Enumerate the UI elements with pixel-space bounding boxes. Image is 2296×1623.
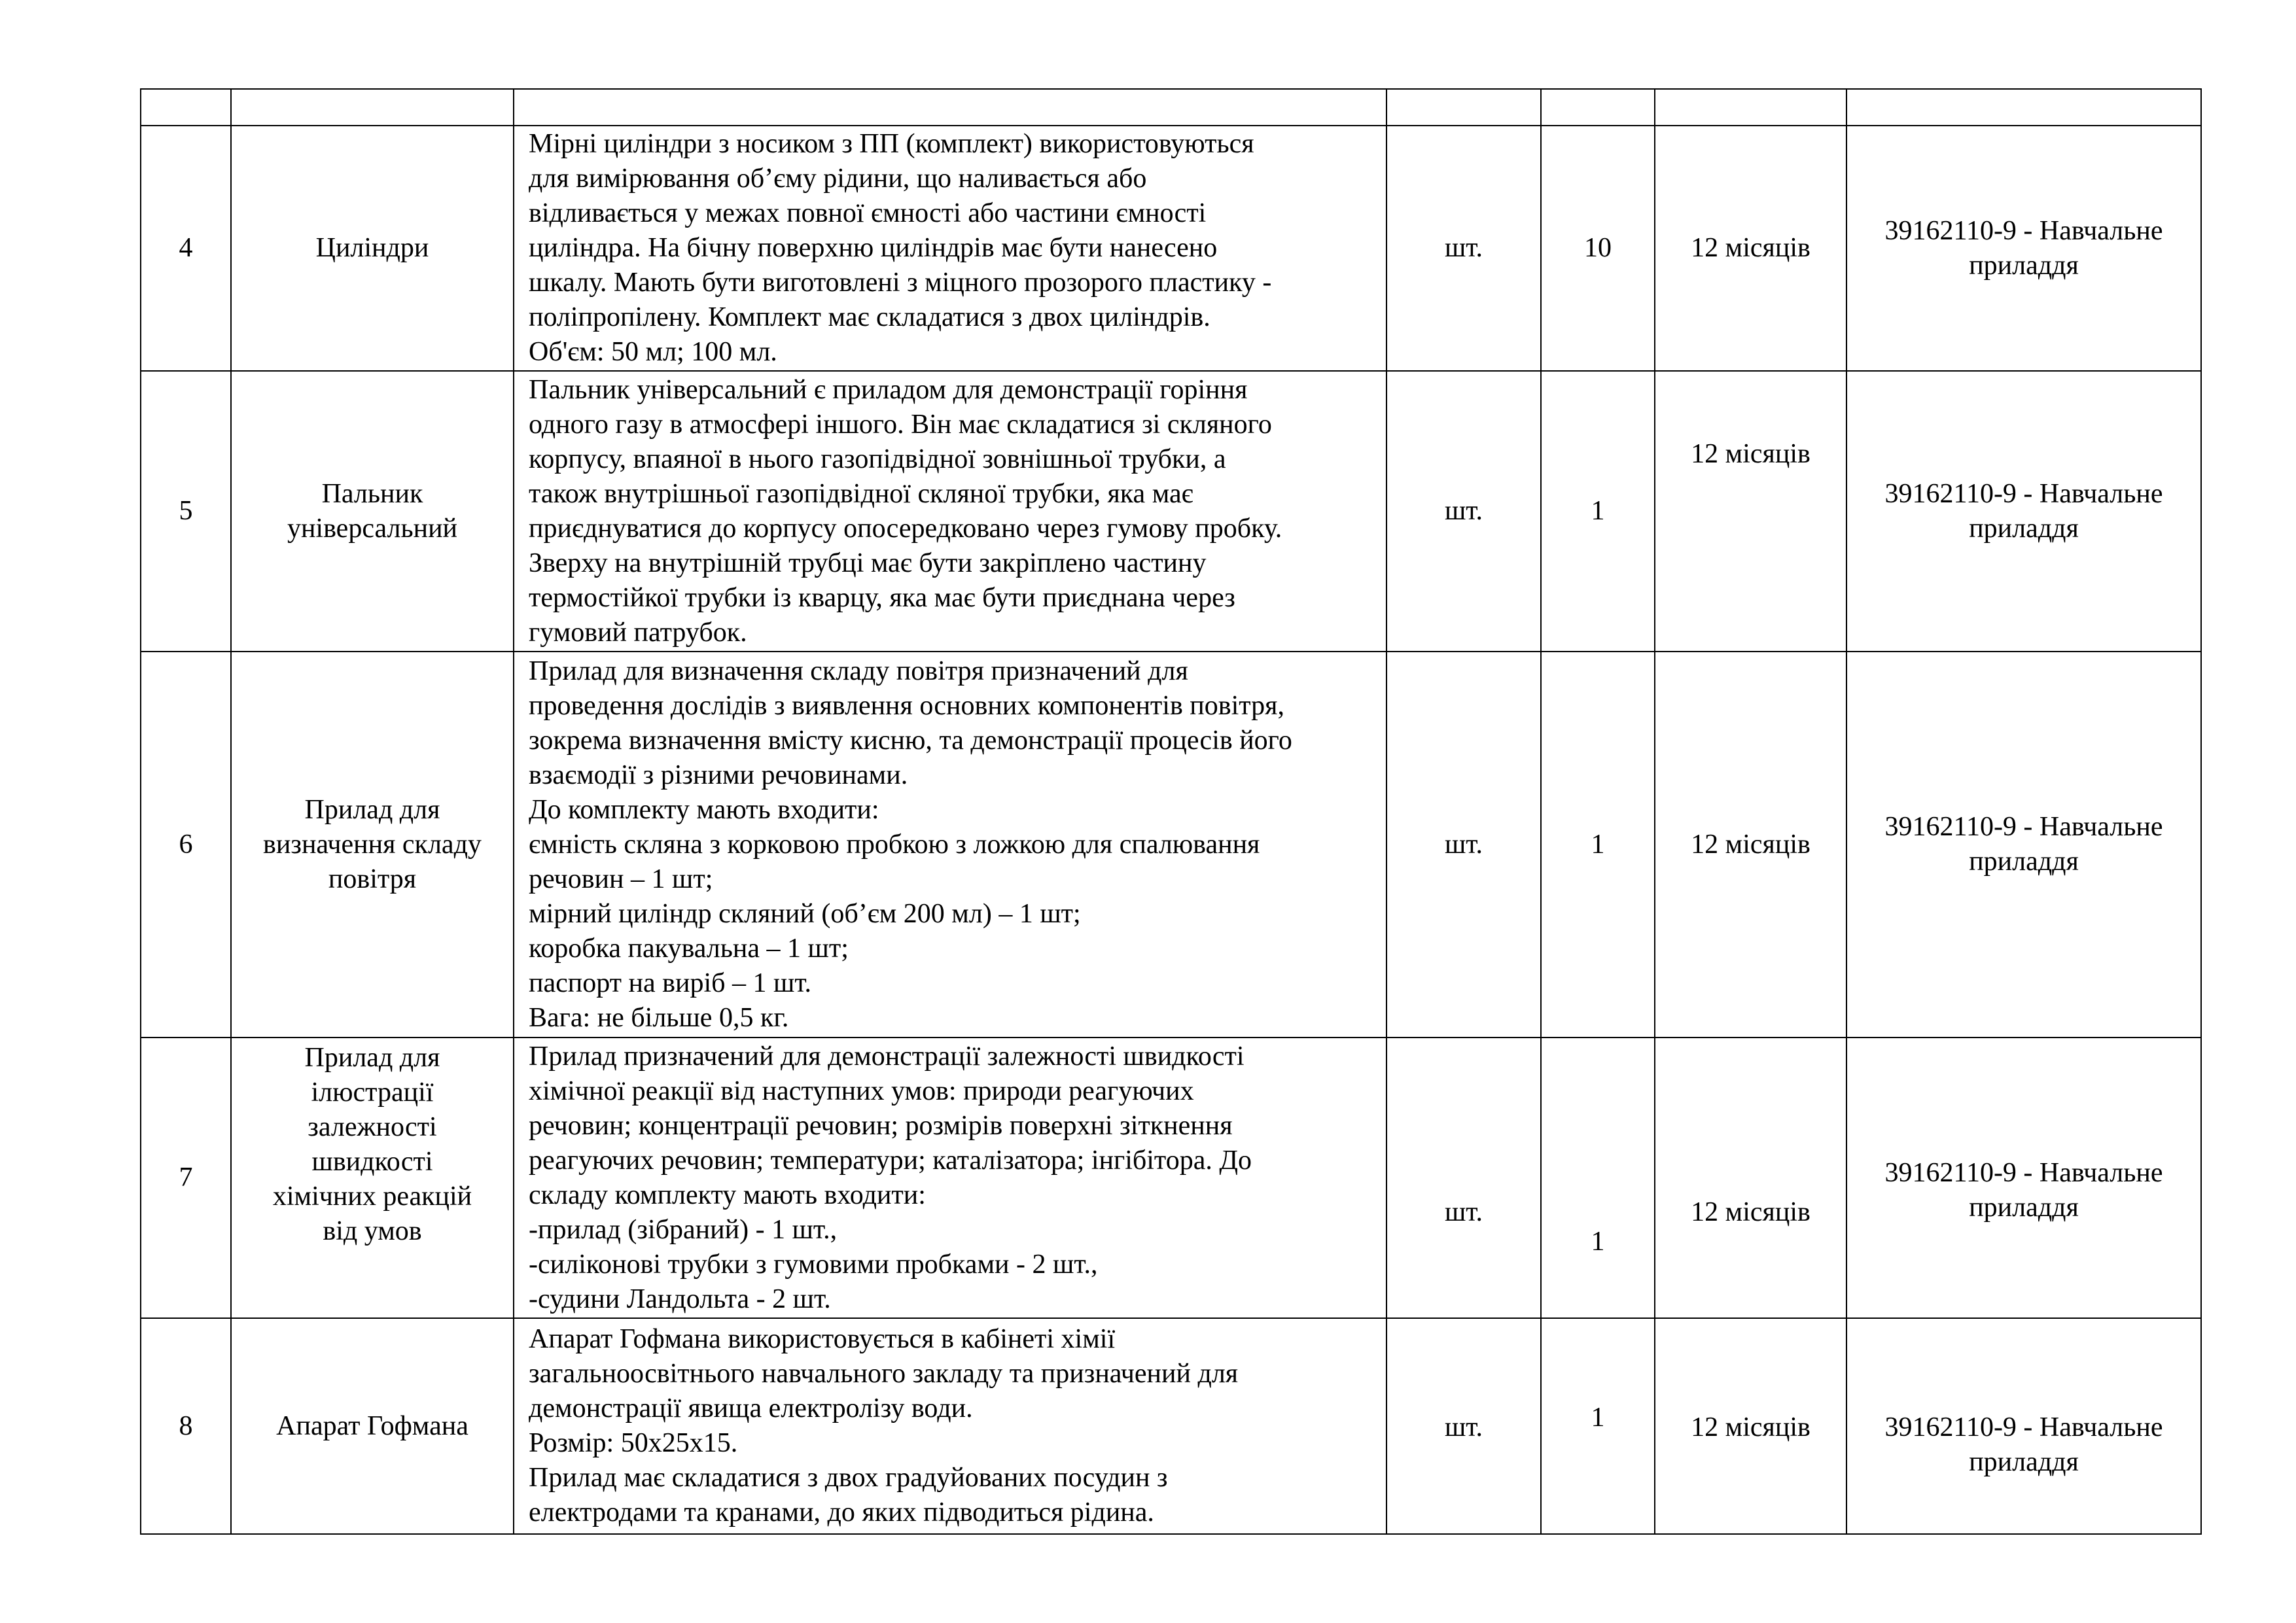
item-description: Пальник універсальний є приладом для демонстрації горіння одного газу в атмосфері іншого. Він має складатися зі скляного корпусу, впаяної в нього газопідвідної зовнішньої трубки, а також внутрішньої газопідвідної скляної трубки, яка має приєднуватися до корпусу опосередковано через гумову пробку. Зверху на внутрішній трубці має бути закріплено частину термостійкої трубки із кварцу, яка має бути приєднана через гумовий патрубок. — [514, 371, 1386, 652]
table-row — [141, 1038, 2201, 1318]
table-row — [141, 371, 2201, 652]
item-unit: шт. — [1386, 652, 1541, 1038]
item-quantity: 1 — [1541, 652, 1655, 1038]
header-cell — [514, 89, 1386, 126]
table-header-row — [141, 89, 2201, 126]
item-warranty: 12 місяців — [1655, 371, 1846, 652]
item-description: Прилад призначений для демонстрації залежності швидкості хімічної реакції від наступних умов: природи реагуючих речовин; концентрації речовин; розмірів поверхні зіткнення реагуючих речовин; температури; каталізатора; інгібітора. До складу комплекту мають входити: -прилад (зібраний) - 1 шт., -силіконові трубки з гумовими пробками - 2 шт., -судини Ландольта - 2 шт. — [514, 1038, 1386, 1318]
header-cell — [1655, 89, 1846, 126]
item-cpv-code: 39162110-9 - Навчальне приладдя — [1846, 126, 2201, 371]
item-name: Циліндри — [231, 126, 514, 371]
header-cell — [141, 89, 231, 126]
item-name: Пальник універсальний — [231, 371, 514, 652]
item-warranty: 12 місяців — [1655, 1318, 1846, 1534]
header-cell — [1846, 89, 2201, 126]
item-cpv-code: 39162110-9 - Навчальне приладдя — [1846, 371, 2201, 652]
row-number: 4 — [141, 126, 231, 371]
row-number: 8 — [141, 1318, 231, 1534]
header-cell — [1386, 89, 1541, 126]
item-quantity: 1 — [1541, 1038, 1655, 1318]
row-number: 7 — [141, 1038, 231, 1318]
item-unit: шт. — [1386, 126, 1541, 371]
item-unit: шт. — [1386, 371, 1541, 652]
item-description: Апарат Гофмана використовується в кабінеті хімії загальноосвітнього навчального закладу та призначений для демонстрації явища електролізу води. Розмір: 50x25x15. Прилад має складатися з двох градуйованих посудин з електродами та кранами, до яких підводиться рідина. — [514, 1318, 1386, 1534]
item-warranty: 12 місяців — [1655, 126, 1846, 371]
item-unit: шт. — [1386, 1038, 1541, 1318]
row-number: 6 — [141, 652, 231, 1038]
header-cell — [1541, 89, 1655, 126]
item-cpv-code: 39162110-9 - Навчальне приладдя — [1846, 1318, 2201, 1534]
row-number: 5 — [141, 371, 231, 652]
item-quantity: 1 — [1541, 1318, 1655, 1534]
item-warranty: 12 місяців — [1655, 652, 1846, 1038]
item-warranty: 12 місяців — [1655, 1038, 1846, 1318]
item-cpv-code: 39162110-9 - Навчальне приладдя — [1846, 652, 2201, 1038]
table-row — [141, 652, 2201, 1038]
item-cpv-code: 39162110-9 - Навчальне приладдя — [1846, 1038, 2201, 1318]
item-quantity: 1 — [1541, 371, 1655, 652]
item-name: Апарат Гофмана — [231, 1318, 514, 1534]
item-description: Мірні циліндри з носиком з ПП (комплект) використовуються для вимірювання об’єму рідини, що наливається або відливається у межах повної ємності або частини ємності циліндра. На бічну поверхню циліндрів має бути нанесено шкалу. Мають бути виготовлені з міцного прозорого пластику - поліпропілену. Комплект має складатися з двох циліндрів. Об'єм: 50 мл; 100 мл. — [514, 126, 1386, 371]
item-unit: шт. — [1386, 1318, 1541, 1534]
item-description: Прилад для визначення складу повітря призначений для проведення дослідів з виявлення основних компонентів повітря, зокрема визначення вмісту кисню, та демонстрації процесів його взаємодії з різними речовинами. До комплекту мають входити: ємність скляна з корковою пробкою з ложкою для спалювання речовин – 1 шт; мірний циліндр скляний (об’єм 200 мл) – 1 шт; коробка пакувальна – 1 шт; паспорт на виріб – 1 шт. Вага: не більше 0,5 кг. — [514, 652, 1386, 1038]
specification-table — [140, 88, 2202, 1535]
item-name: Прилад для ілюстрації залежності швидкості хімічних реакцій від умов — [231, 1038, 514, 1318]
table-row — [141, 1318, 2201, 1534]
item-quantity: 10 — [1541, 126, 1655, 371]
header-cell — [231, 89, 514, 126]
item-name: Прилад для визначення складу повітря — [231, 652, 514, 1038]
table-row — [141, 126, 2201, 371]
